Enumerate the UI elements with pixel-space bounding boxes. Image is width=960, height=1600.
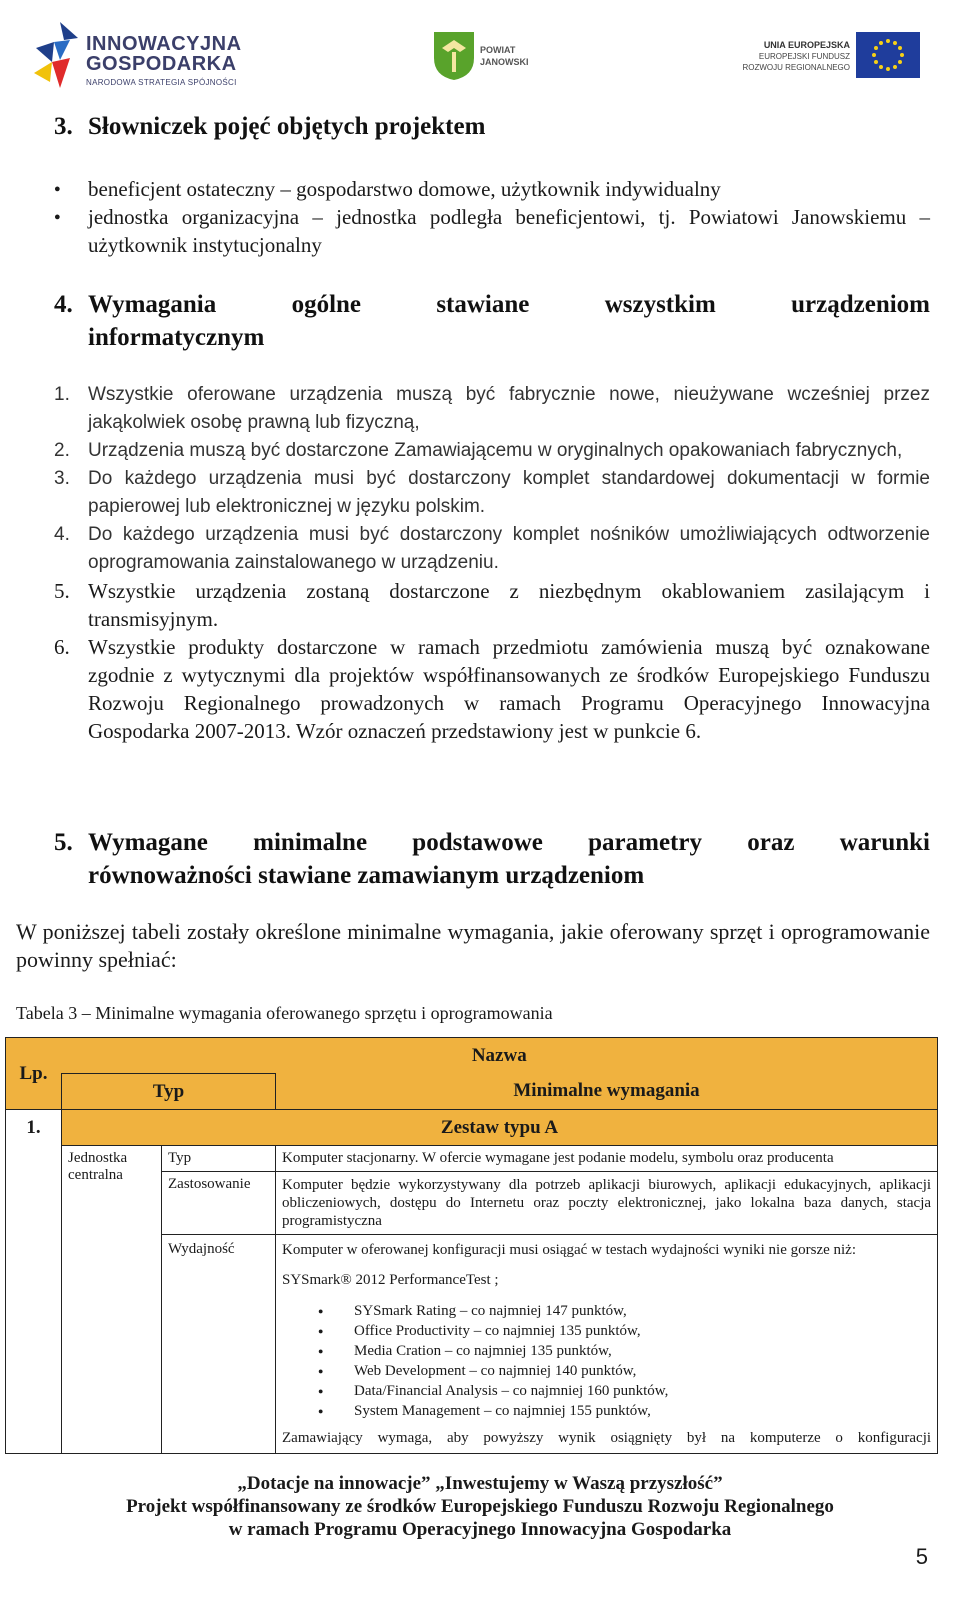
logo-text-line1: POWIAT [480, 45, 516, 55]
list-item: 5. Wszystkie urządzenia zostaną dostarczone z niezbędnym okablowaniem zasilającym i transmisyjnym. [54, 579, 930, 631]
col-header-nazwa: Nazwa [62, 1038, 938, 1074]
page-number: 5 [915, 1544, 928, 1569]
performance-tail: Zamawiający wymaga, aby powyższy wynik osiągnięty był na komputerze o konfiguracji [282, 1430, 932, 1446]
benchmark-list [282, 1301, 931, 1421]
row-number: 1. [6, 1110, 62, 1146]
unit-cell: Jednostka centralna [62, 1146, 162, 1454]
footer-line1: „Dotacje na innowacje” „Inwestujemy w Waszą przyszłość” [237, 1473, 723, 1494]
definitions-list [54, 175, 930, 259]
param-cell: Zastosowanie [162, 1172, 276, 1235]
section-5-heading: 5. Wymagane minimalne podstawowe parametry oraz warunki równoważności stawiane zamawianym urządzeniom [54, 826, 930, 892]
logo-text-line3: NARODOWA STRATEGIA SPÓJNOŚCI [86, 78, 237, 87]
logo-text-line1: UNIA EUROPEJSKA [763, 40, 850, 50]
list-item: ● beneficjent ostateczny – gospodarstwo domowe, użytkownik indywidualny [54, 175, 930, 203]
list-item: 1. Wszystkie oferowane urządzenia muszą być fabrycznie nowe, nieużywane wcześniej przez jakąkolwiek osobę prawną lub fizyczną, [54, 384, 930, 433]
param-cell: Wydajność [162, 1235, 276, 1454]
logo-text-line2: GOSPODARKA [86, 53, 237, 75]
section-5-title-line1: Wymagane minimalne podstawowe parametry oraz warunki [88, 829, 930, 856]
list-item: ● Media Cration – co najmniej 135 punktów, [354, 1341, 931, 1361]
list-item: 6. Wszystkie produkty dostarczone w ramach przedmiotu zamówienia muszą być oznakowane zgodnie z wytycznymi dla projektów współfinansowanych ze środków Europejskiego Funduszu Rozwoju Regionalnego prowadzonych w ramach Programu Operacyjnego Innowacyjna Gospodarka 2007-2013. Wzór oznaczeń przedstawiony jest w punkcie 6. [54, 635, 930, 743]
list-item: ● Web Development – co najmniej 140 punktów, [354, 1361, 931, 1381]
eu-fund-logo [740, 32, 920, 82]
innowacyjna-gospodarka-logo [30, 18, 260, 93]
benchmark-name: SYSmark® 2012 PerformanceTest ; [282, 1272, 499, 1288]
param-cell: Typ [162, 1146, 276, 1172]
list-item: ● Data/Financial Analysis – co najmniej 160 punktów, [354, 1381, 931, 1401]
requirements-list [54, 381, 930, 745]
table-caption: Tabela 3 – Minimalne wymagania oferowanego sprzętu i oprogramowania [16, 1003, 553, 1023]
logo-text-line2: EUROPEJSKI FUNDUSZ [758, 52, 850, 61]
table-intro-paragraph: W poniższej tabeli zostały określone minimalne wymagania, jakie oferowany sprzęt i oprogramowanie powinny spełniać: [16, 919, 930, 972]
section-4-heading: 4. Wymagania ogólne stawiane wszystkim urządzeniom informatycznym [54, 288, 930, 354]
logo-text-line3: ROZWOJU REGIONALNEGO [742, 63, 850, 72]
section-5-title-line2: równoważności stawiane zamawianym urządzeniom [88, 862, 645, 889]
col-header-typ: Typ [62, 1074, 276, 1110]
list-item: ● SYSmark Rating – co najmniej 147 punktów, [354, 1301, 931, 1321]
coat-of-arms-icon [432, 30, 476, 82]
requirements-table [5, 1037, 938, 1454]
list-item: 3. Do każdego urządzenia musi być dostarczony komplet standardowej dokumentacji w formie papierowej lub elektronicznej w języku polskim. [54, 468, 930, 517]
eu-flag-icon [856, 32, 920, 78]
logo-text-line1: INNOWACYJNA [86, 33, 242, 55]
list-item: ● jednostka organizacyjna – jednostka podległa beneficjentowi, tj. Powiatowi Janowskiemu – użytkownik instytucjonalny [54, 203, 930, 259]
section-4-title-line2: informatycznym [88, 324, 265, 351]
row-title: Zestaw typu A [62, 1110, 938, 1146]
section-3-heading: 3. Słowniczek pojęć objętych projektem [54, 113, 486, 140]
list-item: ● System Management – co najmniej 155 punktów, [354, 1401, 931, 1421]
list-item: 4. Do każdego urządzenia musi być dostarczony komplet nośników umożliwiających odtworzenie oprogramowania zainstalowanego w urządzeniu. [54, 524, 930, 573]
page-footer [0, 1472, 960, 1541]
list-item: 2. Urządzenia muszą być dostarczone Zamawiającemu w oryginalnych opakowaniach fabrycznych, [54, 440, 903, 461]
logo-text-line2: JANOWSKI [480, 57, 529, 67]
performance-cell [276, 1235, 938, 1454]
star-emblem-icon [30, 18, 86, 93]
footer-line2: Projekt współfinansowany ze środków Europejskiego Funduszu Rozwoju Regionalnego [126, 1496, 834, 1517]
col-header-lp: Lp. [6, 1038, 62, 1110]
col-header-wymagania: Minimalne wymagania [276, 1074, 938, 1110]
list-item: ● Office Productivity – co najmniej 135 punktów, [354, 1321, 931, 1341]
value-cell: Komputer będzie wykorzystywany dla potrzeb aplikacji biurowych, aplikacji edukacyjnych, aplikacji obliczeniowych, dostępu do Internetu oraz poczty elektronicznej, jako lokalna baza danych, stacja programistyczna [276, 1172, 938, 1235]
section-3-title: Słowniczek pojęć objętych projektem [88, 113, 486, 140]
performance-intro: Komputer w oferowanej konfiguracji musi osiągać w testach wydajności wyniki nie gorsze niż: [282, 1242, 857, 1258]
footer-line3: w ramach Programu Operacyjnego Innowacyjna Gospodarka [228, 1519, 732, 1540]
value-cell: Komputer stacjonarny. W ofercie wymagane jest podanie modelu, symbolu oraz producenta [276, 1146, 938, 1172]
powiat-janowski-logo [432, 30, 552, 85]
section-4-title-line1: Wymagania ogólne stawiane wszystkim urządzeniom [88, 291, 930, 318]
